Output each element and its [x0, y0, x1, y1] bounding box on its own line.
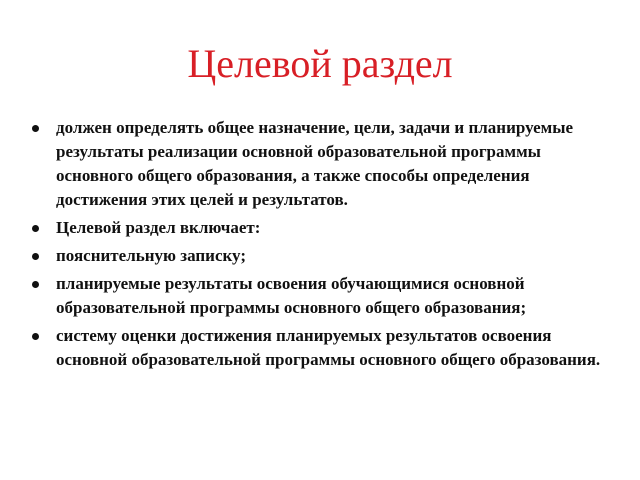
- bullet-dot-icon: [32, 333, 39, 340]
- bullet-dot-icon: [32, 225, 39, 232]
- slide-title: Целевой раздел: [187, 41, 453, 86]
- bullet-text: Целевой раздел включает:: [56, 218, 261, 237]
- bullet-list: [32, 116, 612, 376]
- bullet-item: [32, 116, 612, 212]
- bullet-text: пояснительную записку;: [56, 246, 246, 265]
- bullet-item: [32, 216, 612, 240]
- bullet-item: [32, 244, 612, 268]
- bullet-dot-icon: [32, 281, 39, 288]
- bullet-text: должен определять общее назначение, цели, задачи и планируемые результаты реализации основной образовательной программы основного общего образования, а также способы определения достижения этих целей и результатов.: [56, 118, 574, 209]
- bullet-item: [32, 324, 612, 372]
- bullet-dot-icon: [32, 125, 39, 132]
- bullet-text: систему оценки достижения планируемых результатов освоения основной образовательной программы основного общего образования.: [56, 326, 601, 369]
- bullet-dot-icon: [32, 253, 39, 260]
- bullet-text: планируемые результаты освоения обучающимися основной образовательной программы основного общего образования;: [56, 274, 527, 317]
- bullet-item: [32, 272, 612, 320]
